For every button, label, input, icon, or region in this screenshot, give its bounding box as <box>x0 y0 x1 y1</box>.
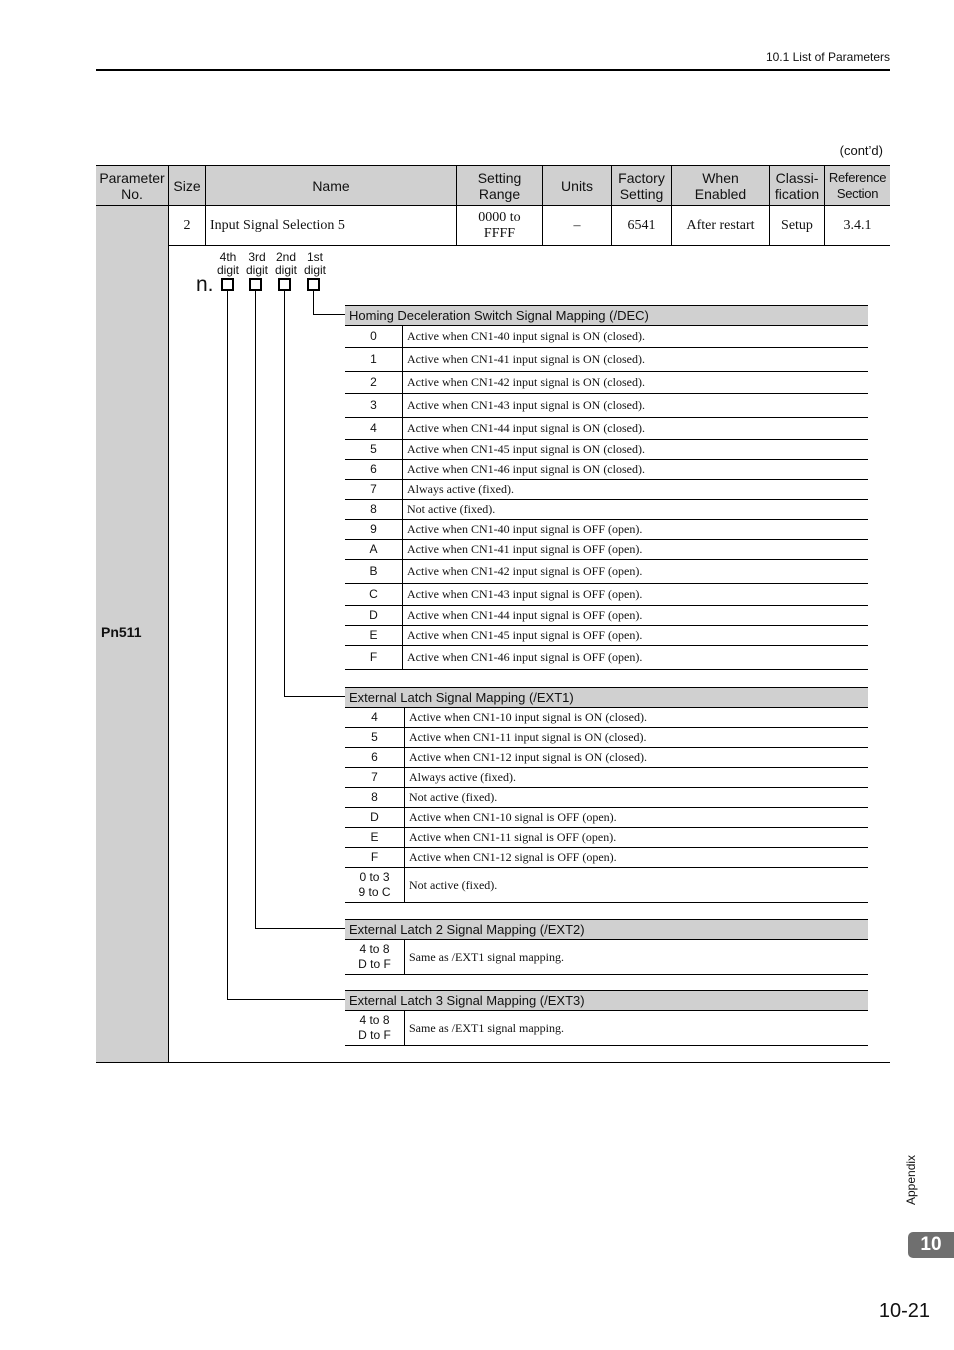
mapping-description: Active when CN1-10 input signal is ON (closed). <box>409 710 647 724</box>
mapping-code: 8 <box>345 500 403 519</box>
mapping-row <box>345 440 868 460</box>
mapping-row <box>345 808 868 828</box>
mapping-description: Active when CN1-45 input signal is ON (closed). <box>407 442 645 456</box>
mapping-description: Active when CN1-42 input signal is ON (closed). <box>407 375 645 389</box>
section-ext1 <box>345 687 868 903</box>
mapping-row <box>345 646 868 670</box>
mapping-row <box>345 768 868 788</box>
mapping-description: Active when CN1-43 input signal is ON (closed). <box>407 398 645 412</box>
setting-range-line1: 0000 to <box>478 209 521 225</box>
section-ext3 <box>345 990 868 1046</box>
mapping-code: D <box>345 606 403 625</box>
digit-prefix: n. <box>196 273 214 296</box>
header-line: Setting <box>477 169 522 186</box>
mapping-description: Active when CN1-41 input signal is OFF (open). <box>407 542 643 556</box>
header-line: Classi- <box>775 169 819 186</box>
connector-3rd-h <box>255 928 345 929</box>
mapping-code: 4 to 8 D to F <box>345 1011 405 1045</box>
mapping-code: 5 <box>345 728 405 747</box>
mapping-description: Active when CN1-46 input signal is ON (closed). <box>407 462 645 476</box>
setting-range-line2: FFFF <box>483 225 516 241</box>
mapping-row <box>345 584 868 606</box>
mapping-code: 7 <box>345 480 403 499</box>
cell-setting-range <box>457 206 543 246</box>
mapping-description: Active when CN1-45 input signal is OFF (open). <box>407 628 643 642</box>
connector-3rd <box>255 291 256 929</box>
mapping-code: 0 to 3 9 to C <box>345 868 405 902</box>
mapping-description: Always active (fixed). <box>409 770 516 784</box>
mapping-code: D <box>345 808 405 827</box>
digit-label-line: 4th <box>219 250 237 264</box>
header-line: Size <box>173 177 201 194</box>
mapping-code: 5 <box>345 440 403 459</box>
mapping-description: Active when CN1-46 input signal is OFF (open). <box>407 650 643 664</box>
mapping-code: 8 <box>345 788 405 807</box>
mapping-row <box>345 626 868 646</box>
digit-label-line: 1st <box>306 250 323 264</box>
header-line: Parameter <box>99 169 165 186</box>
header-rule <box>96 69 890 71</box>
mapping-code: 4 <box>345 418 403 439</box>
header-line: Enabled <box>694 185 747 202</box>
connector-2nd <box>284 291 285 697</box>
digit-label-4th <box>214 251 242 277</box>
mapping-row <box>345 326 868 348</box>
header-line: fication <box>774 185 820 202</box>
mapping-row <box>345 848 868 868</box>
mapping-row <box>345 500 868 520</box>
mapping-description: Always active (fixed). <box>407 482 514 496</box>
mapping-row <box>345 520 868 540</box>
header-line: Range <box>478 185 521 202</box>
digit-label-line: digit <box>274 263 297 277</box>
mapping-description: Active when CN1-43 input signal is OFF (open). <box>407 587 643 601</box>
section-title: External Latch Signal Mapping (/EXT1) <box>345 687 868 708</box>
mapping-row <box>345 540 868 560</box>
mapping-row <box>345 480 868 500</box>
header-when-enabled <box>672 166 770 206</box>
cell-factory-setting: 6541 <box>612 206 672 246</box>
mapping-row <box>345 748 868 768</box>
header-line: Section <box>836 185 879 201</box>
mapping-description: Active when CN1-40 input signal is OFF (open). <box>407 522 643 536</box>
mapping-code: 6 <box>345 460 403 479</box>
mapping-description: Not active (fixed). <box>409 790 498 804</box>
mapping-row <box>345 560 868 584</box>
mapping-code: E <box>345 626 403 645</box>
section-title: External Latch 2 Signal Mapping (/EXT2) <box>345 919 868 940</box>
mapping-description: Active when CN1-11 signal is OFF (open). <box>409 830 617 844</box>
digit-box-3rd <box>249 278 262 291</box>
header-section-title: 10.1 List of Parameters <box>765 50 890 64</box>
cell-reference-section: 3.4.1 <box>825 206 890 246</box>
digit-label-line: digit <box>245 263 268 277</box>
chapter-badge: 10 <box>908 1232 954 1258</box>
parameter-number-column <box>96 206 169 1062</box>
mapping-code: 3 <box>345 394 403 417</box>
mapping-row <box>345 828 868 848</box>
mapping-code: 4 <box>345 708 405 727</box>
cell-classification: Setup <box>770 206 825 246</box>
mapping-description: Active when CN1-40 input signal is ON (closed). <box>407 329 645 343</box>
section-title: Homing Deceleration Switch Signal Mapping (/DEC) <box>345 305 868 326</box>
mapping-description: Same as /EXT1 signal mapping. <box>409 949 564 964</box>
mapping-code: F <box>345 848 405 867</box>
mapping-description: Not active (fixed). <box>409 877 498 892</box>
connector-1st-h <box>313 314 345 315</box>
cell-when-enabled: After restart <box>672 206 770 246</box>
mapping-row <box>345 348 868 372</box>
mapping-code: 4 to 8 D to F <box>345 940 405 974</box>
digit-label-1st <box>301 251 329 277</box>
header-name <box>206 166 457 206</box>
parameter-number: Pn511 <box>101 624 142 640</box>
digit-label-2nd <box>272 251 300 277</box>
mapping-code: 6 <box>345 748 405 767</box>
header-classification <box>770 166 825 206</box>
cell-size: 2 <box>169 206 206 246</box>
mapping-description: Active when CN1-10 signal is OFF (open). <box>409 810 617 824</box>
mapping-description: Active when CN1-12 input signal is ON (closed). <box>409 750 647 764</box>
digit-box-1st <box>307 278 320 291</box>
mapping-description: Same as /EXT1 signal mapping. <box>409 1020 564 1035</box>
mapping-description: Active when CN1-11 input signal is ON (closed). <box>409 730 647 744</box>
mapping-description: Active when CN1-44 input signal is OFF (open). <box>407 608 643 622</box>
header-reference-section <box>825 166 890 206</box>
mapping-row <box>345 728 868 748</box>
cell-units: – <box>543 206 612 246</box>
mapping-code: E <box>345 828 405 847</box>
mapping-row <box>345 460 868 480</box>
mapping-row <box>345 868 868 903</box>
mapping-code: 7 <box>345 768 405 787</box>
mapping-code: B <box>345 560 403 583</box>
header-size <box>169 166 206 206</box>
header-line: No. <box>121 185 143 202</box>
section-dec <box>345 305 868 670</box>
mapping-code: F <box>345 646 403 669</box>
digit-box-4th <box>221 278 234 291</box>
mapping-row <box>345 1011 868 1046</box>
section-ext2 <box>345 919 868 975</box>
continued-label: (cont’d) <box>839 143 883 158</box>
mapping-row <box>345 372 868 394</box>
page-number: 10-21 <box>878 1300 930 1322</box>
mapping-description: Active when CN1-41 input signal is ON (closed). <box>407 352 645 366</box>
mapping-row <box>345 418 868 440</box>
header-line: Factory <box>618 169 665 186</box>
header-factory-setting <box>612 166 672 206</box>
cell-name: Input Signal Selection 5 <box>206 206 457 246</box>
digit-label-line: 3rd <box>248 250 266 264</box>
digit-label-line: 2nd <box>275 250 297 264</box>
header-line: Setting <box>619 185 664 202</box>
appendix-tab-label: Appendix <box>904 1154 918 1205</box>
digit-box-2nd <box>278 278 291 291</box>
mapping-row <box>345 394 868 418</box>
mapping-row <box>345 940 868 975</box>
mapping-code: 1 <box>345 348 403 371</box>
digit-label-line: digit <box>216 263 239 277</box>
mapping-code: 0 <box>345 326 403 347</box>
connector-2nd-h <box>284 696 345 697</box>
connector-4th <box>227 291 228 1000</box>
connector-4th-h <box>227 999 345 1000</box>
mapping-code: A <box>345 540 403 559</box>
mapping-code: 2 <box>345 372 403 393</box>
header-line: Units <box>561 177 593 194</box>
mapping-row <box>345 708 868 728</box>
header-setting-range <box>457 166 543 206</box>
header-line: Name <box>312 177 350 194</box>
mapping-row <box>345 788 868 808</box>
mapping-description: Active when CN1-12 signal is OFF (open). <box>409 850 617 864</box>
mapping-row <box>345 606 868 626</box>
mapping-description: Active when CN1-44 input signal is ON (closed). <box>407 421 645 435</box>
header-units <box>543 166 612 206</box>
mapping-description: Not active (fixed). <box>407 502 496 516</box>
section-title: External Latch 3 Signal Mapping (/EXT3) <box>345 990 868 1011</box>
mapping-description: Active when CN1-42 input signal is OFF (open). <box>407 564 643 578</box>
digit-label-3rd <box>243 251 271 277</box>
mapping-code: C <box>345 584 403 605</box>
connector-1st <box>313 291 314 315</box>
header-parameter-no <box>96 166 169 206</box>
digit-label-line: digit <box>303 263 326 277</box>
header-line: Reference <box>828 169 887 185</box>
header-line: When <box>702 169 739 186</box>
mapping-code: 9 <box>345 520 403 539</box>
